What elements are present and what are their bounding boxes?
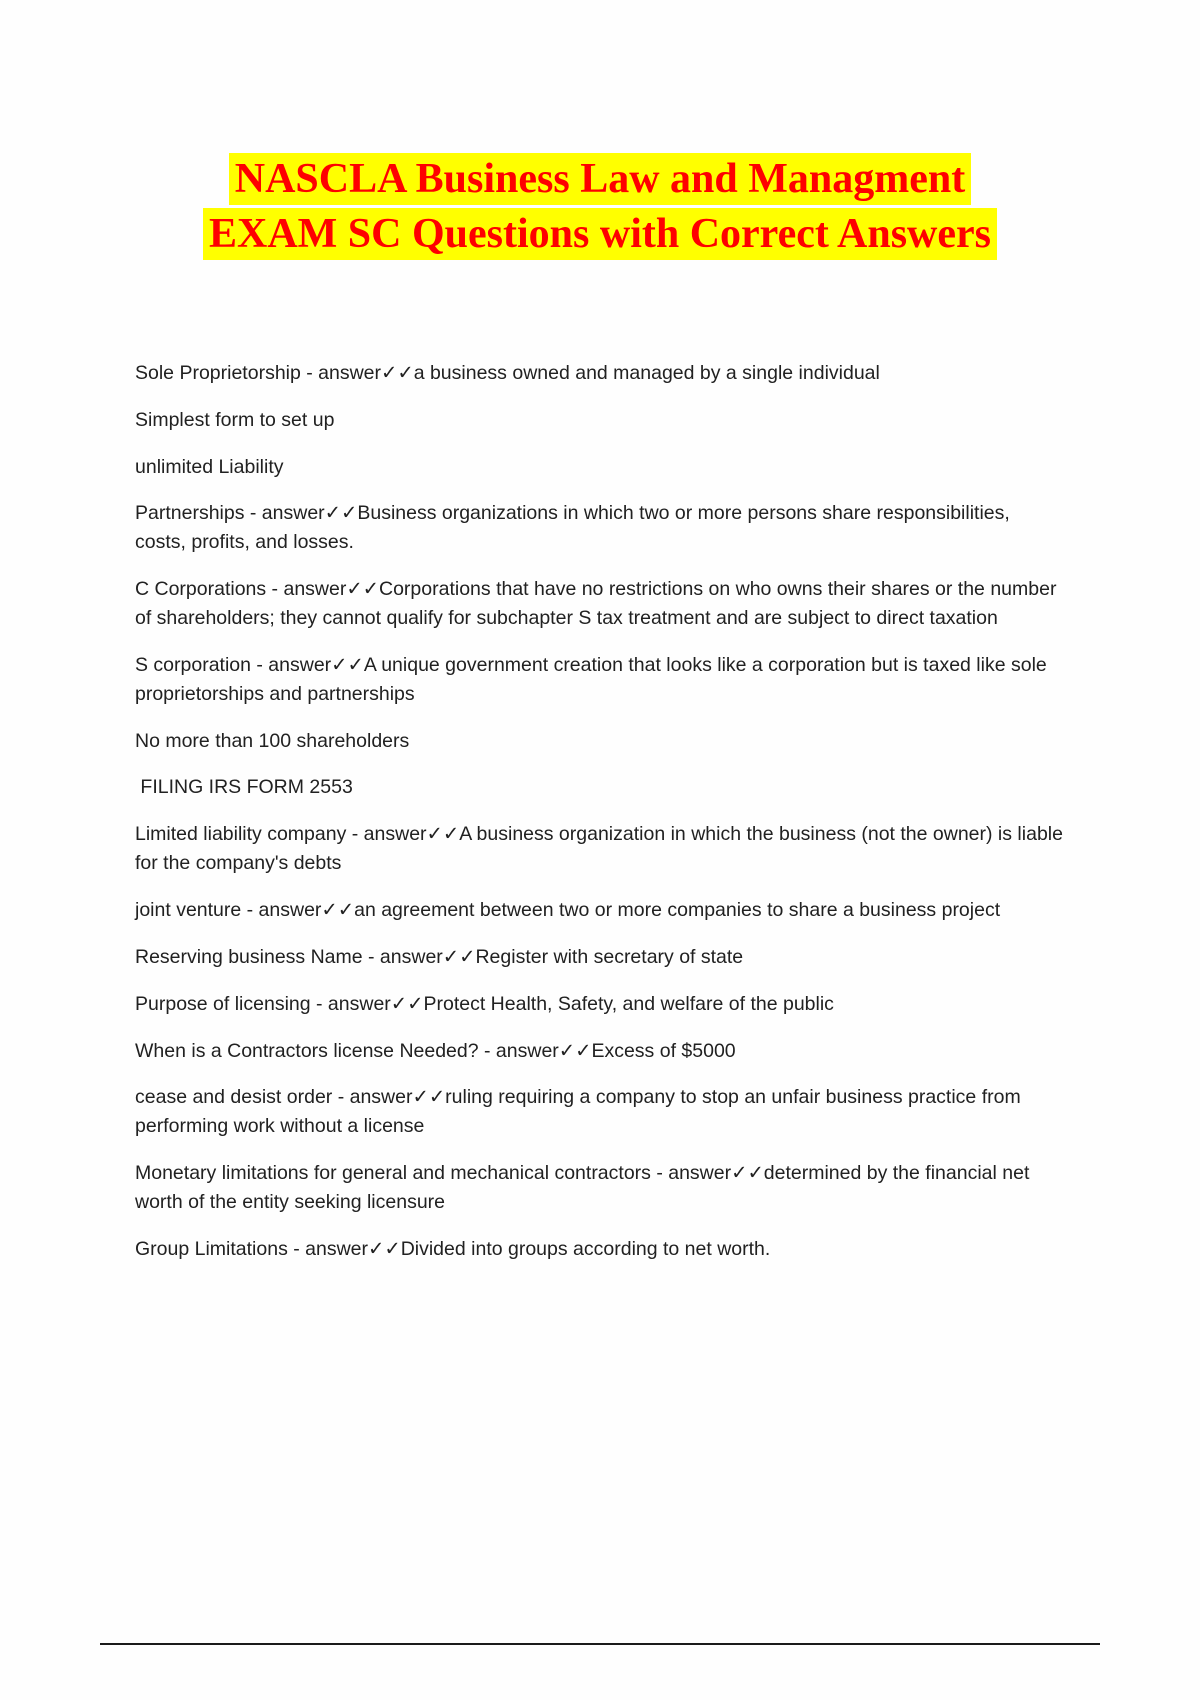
qa-paragraph: S corporation - answer✓✓A unique government creation that looks like a corporation but is taxed like sole proprietorships and partnerships xyxy=(135,653,1053,705)
qa-paragraph: unlimited Liability xyxy=(135,455,284,478)
qa-paragraph: Limited liability company - answer✓✓A business organization in which the business (not the owner) is liable for the company's debts xyxy=(135,823,1069,875)
qa-paragraph: Simplest form to set up xyxy=(135,408,335,431)
qa-paragraph: Partnerships - answer✓✓Business organizations in which two or more persons share responsibilities, costs, profits, and losses. xyxy=(135,502,1016,554)
qa-paragraph: Purpose of licensing - answer✓✓Protect Health, Safety, and welfare of the public xyxy=(135,992,834,1015)
qa-paragraph: FILING IRS FORM 2553 xyxy=(135,776,353,799)
qa-paragraph: Monetary limitations for general and mechanical contractors - answer✓✓determined by the financial net worth of the entity seeking licensure xyxy=(135,1162,1035,1214)
qa-paragraph: Reserving business Name - answer✓✓Register with secretary of state xyxy=(135,945,744,968)
qa-paragraph: cease and desist order - answer✓✓ruling requiring a company to stop an unfair business practice from performing work without a license xyxy=(135,1086,1027,1138)
qa-paragraph: No more than 100 shareholders xyxy=(135,729,410,752)
qa-paragraph: When is a Contractors license Needed? - answer✓✓Excess of $5000 xyxy=(135,1039,736,1062)
qa-paragraph: C Corporations - answer✓✓Corporations that have no restrictions on who owns their shares or the number of shareholders; they cannot qualify for subchapter S tax treatment and are subject to direct taxation xyxy=(135,578,1062,630)
page-title-line-2: EXAM SC Questions with Correct Answers xyxy=(203,208,997,260)
qa-paragraph: Sole Proprietorship - answer✓✓a business owned and managed by a single individual xyxy=(135,361,880,384)
page-title xyxy=(0,152,1200,263)
qa-content xyxy=(135,359,1069,1264)
page-title-line-1: NASCLA Business Law and Managment xyxy=(229,153,972,205)
footer-divider xyxy=(100,1643,1100,1645)
qa-paragraph: Group Limitations - answer✓✓Divided into groups according to net worth. xyxy=(135,1237,771,1260)
qa-paragraph: joint venture - answer✓✓an agreement between two or more companies to share a business project xyxy=(135,899,1001,922)
